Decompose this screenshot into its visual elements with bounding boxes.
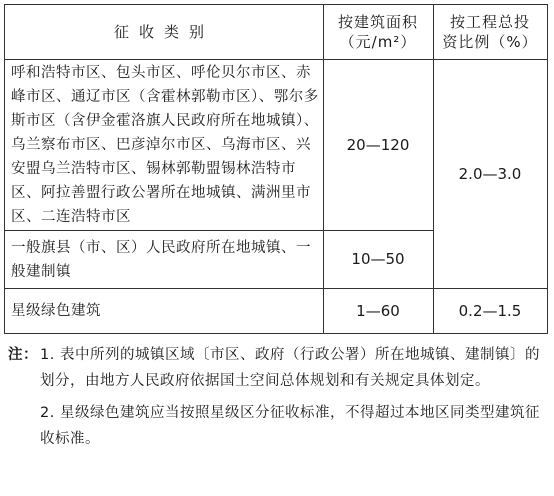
row-area-rate-green: 1—60 <box>356 301 400 320</box>
header-category <box>5 5 323 59</box>
note-item <box>8 342 548 394</box>
row-category-green-text: 星级绿色建筑 <box>11 302 101 319</box>
row-area-rate-cities: 20—120 <box>346 135 410 154</box>
header-area-rate: 按建筑面积 （元/m²） <box>337 13 418 51</box>
notes-section <box>8 342 548 452</box>
note-number: 2. <box>40 405 55 421</box>
note-item <box>8 400 548 452</box>
note-text: 表中所列的城镇区域〔市区、政府（行政公署）所在地城镇、建制镇〕的划分，由地方人民政府依据国土空间总体规划和有关规定具体划定。 <box>40 347 540 389</box>
row-category-green <box>11 288 319 333</box>
row-category-towns-text: 一般旗县（市、区）人民政府所在地城镇、一般建制镇 <box>11 239 311 280</box>
note-number: 1. <box>40 347 55 363</box>
row-area-rate-towns: 10—50 <box>351 250 405 268</box>
row-investment-ratio-green: 0.2—1.5 <box>458 301 522 320</box>
fee-table <box>4 4 548 334</box>
header-category-label: 征收类别 <box>113 23 214 41</box>
notes-label: 注： <box>8 347 38 363</box>
note-text: 星级绿色建筑应当按照星级区分征收标准，不得超过本地区同类型建筑征收标准。 <box>40 405 540 447</box>
merged-investment-ratio: 2.0—3.0 <box>458 164 522 183</box>
row-category-towns <box>11 231 319 288</box>
row-category-cities-text: 呼和浩特市区、包头市区、呼伦贝尔市区、赤峰市区、通辽市区（含霍林郭勒市区）、鄂尔多斯市区（含伊金霍洛旗人民政府所在地城镇）、乌兰察布市区、巴彦淖尔市区、乌海市区、兴安盟乌兰浩特市区、锡林郭勒盟锡林浩特市区、阿拉善盟行政公署所在地城镇、满洲里市区、二连浩特市区 <box>11 65 319 225</box>
row-category-cities <box>11 61 319 229</box>
header-investment-ratio: 按工程总投 资比例（%） <box>442 13 538 51</box>
